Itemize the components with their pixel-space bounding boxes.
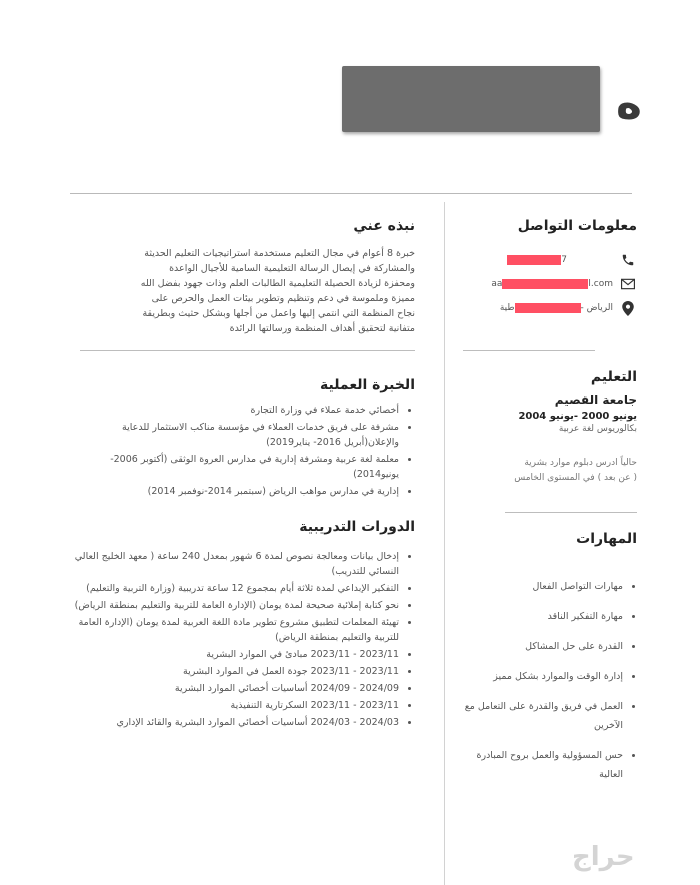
- contact-email-right: l.com: [588, 279, 613, 289]
- about-title: نبذه عني: [353, 218, 415, 234]
- training-item: • 2024/03 - 2024/03 أساسيات أخصائي الموارد البشرية والقائد الإداري: [70, 715, 399, 730]
- contact-phone-row: [462, 248, 637, 272]
- site-watermark: ﺣﺮاج: [572, 842, 635, 872]
- training-item: • 2023/11 - 2023/11 مبادئ في الموارد البشرية: [70, 647, 399, 662]
- about-line: نجاح المنظمة التي انتمي إليها واعمل من أجلها وبشكل حثيث وبطريقة: [142, 308, 415, 319]
- education-degree: بكالوريوس لغة عربية: [558, 424, 637, 434]
- contact-address-city: الرياض -: [580, 303, 613, 313]
- about-line: متفانية لتحقيق أهداف المنظمة ورسالتها الرائدة: [229, 323, 415, 334]
- training-item: • 2024/09 - 2024/09 أساسيات أخصائي الموارد البشرية: [70, 681, 399, 696]
- experience-item: • إدارية في مدارس مواهب الرياض (سبتمبر 2014-نوفمبر 2014): [70, 484, 399, 499]
- about-line: والمشاركة في إيصال الرسالة التعليمية السامية للأجيال الواعدة: [169, 263, 415, 274]
- about-text: [70, 246, 415, 336]
- location-pin-icon: [619, 301, 637, 316]
- envelope-icon: [619, 278, 637, 290]
- training-list: [70, 549, 415, 730]
- training-item: • إدخال بيانات ومعالجة نصوص لمدة 6 شهور بمعدل 240 ساعة ( معهد الخليج العالي النسائي للتدريب): [70, 549, 399, 579]
- address-mask: [515, 303, 581, 313]
- education-note-line1: حالياً ادرس دبلوم موارد بشرية: [524, 458, 637, 468]
- training-item: • 2023/11 - 2023/11 السكرتارية التنفيذية: [70, 698, 399, 713]
- about-line: ومحفزة لزيادة الحصيلة التعليمية الطالبات العلم وذات جهود بفضل الله: [140, 278, 415, 289]
- experience-item: • معلمة لغة عربية ومشرفة إدارية في مدارس العروة الوثقى (أكتوبر 2006-يونيو2014): [70, 452, 399, 482]
- header-divider: [70, 193, 632, 194]
- phone-mask: [507, 255, 561, 265]
- skill-item: • العمل في فريق والقدرة على التعامل مع الآخرين: [462, 697, 623, 735]
- contact-email-row: [462, 272, 637, 296]
- training-item: • التفكير الإبداعي لمدة ثلاثة أيام بمجموع 12 ساعة تدريبية (وزارة التربية والتعليم): [70, 581, 399, 596]
- training-item: • نحو كتابة إملائية صحيحة لمدة يومان (الإدارة العامة للتربية والتعليم بمنطقة الرياض): [70, 598, 399, 613]
- skill-item: • إدارة الوقت والموارد بشكل مميز: [462, 667, 623, 686]
- experience-item: • مشرفة على فريق خدمات العملاء في مؤسسة مناكب الاستثمار للدعاية والإعلان(أبريل 2016- يناير2019): [70, 420, 399, 450]
- experience-title: الخبرة العملية: [320, 377, 415, 393]
- skill-item: • القدرة على حل المشاكل: [462, 637, 623, 656]
- name-redaction-bar: [342, 66, 600, 132]
- contact-phone-prefix: 7: [561, 255, 567, 265]
- skill-item: • مهارات التواصل الفعال: [462, 577, 623, 596]
- left-column: [70, 212, 415, 732]
- experience-list: [70, 403, 415, 499]
- about-line: مميزة وملموسة في دعم وتنظيم وتطوير بيئات العمل والحرص على: [151, 293, 415, 304]
- about-line: خبرة 8 أعوام في مجال التعليم مستخدمة استراتيجيات التعليم الحديثة: [144, 248, 415, 259]
- education-title: التعليم: [590, 369, 637, 385]
- skills-title: المهارات: [576, 531, 637, 547]
- skill-item: • حس المسؤولية والعمل بروح المبادرة العالية: [462, 746, 623, 784]
- skills-list: [462, 577, 637, 784]
- skill-item: • مهارة التفكير الناقد: [462, 607, 623, 626]
- name-initial: ه: [616, 78, 642, 129]
- right-column: [462, 212, 637, 795]
- experience-item: • أخصائي خدمة عملاء في وزارة التجارة: [70, 403, 399, 418]
- contact-divider: [463, 350, 595, 351]
- phone-icon: [619, 253, 637, 267]
- contact-email-left: aa: [491, 279, 503, 289]
- contact-title: معلومات التواصل: [517, 218, 637, 234]
- contact-address-tail: طية: [499, 303, 515, 313]
- about-divider: [80, 350, 415, 351]
- training-title: الدورات التدريبية: [299, 519, 415, 535]
- training-item: • تهيئة المعلمات لتطبيق مشروع تطوير مادة اللغة العربية لمدة يومان (الإدارة العامة للتربية والتعليم بمنطقة الرياض): [70, 615, 399, 645]
- column-divider: [444, 202, 445, 885]
- education-divider: [505, 512, 637, 513]
- email-mask: [502, 279, 588, 289]
- contact-address-row: [462, 296, 637, 320]
- training-item: • 2023/11 - 2023/11 جودة العمل في الموارد البشرية: [70, 664, 399, 679]
- education-dates: يونيو 2000 -يونيو 2004: [518, 411, 637, 422]
- education-note-line2: ( عن بعد ) في المستوى الخامس: [514, 473, 637, 483]
- education-university: جامعة القصيم: [554, 393, 637, 407]
